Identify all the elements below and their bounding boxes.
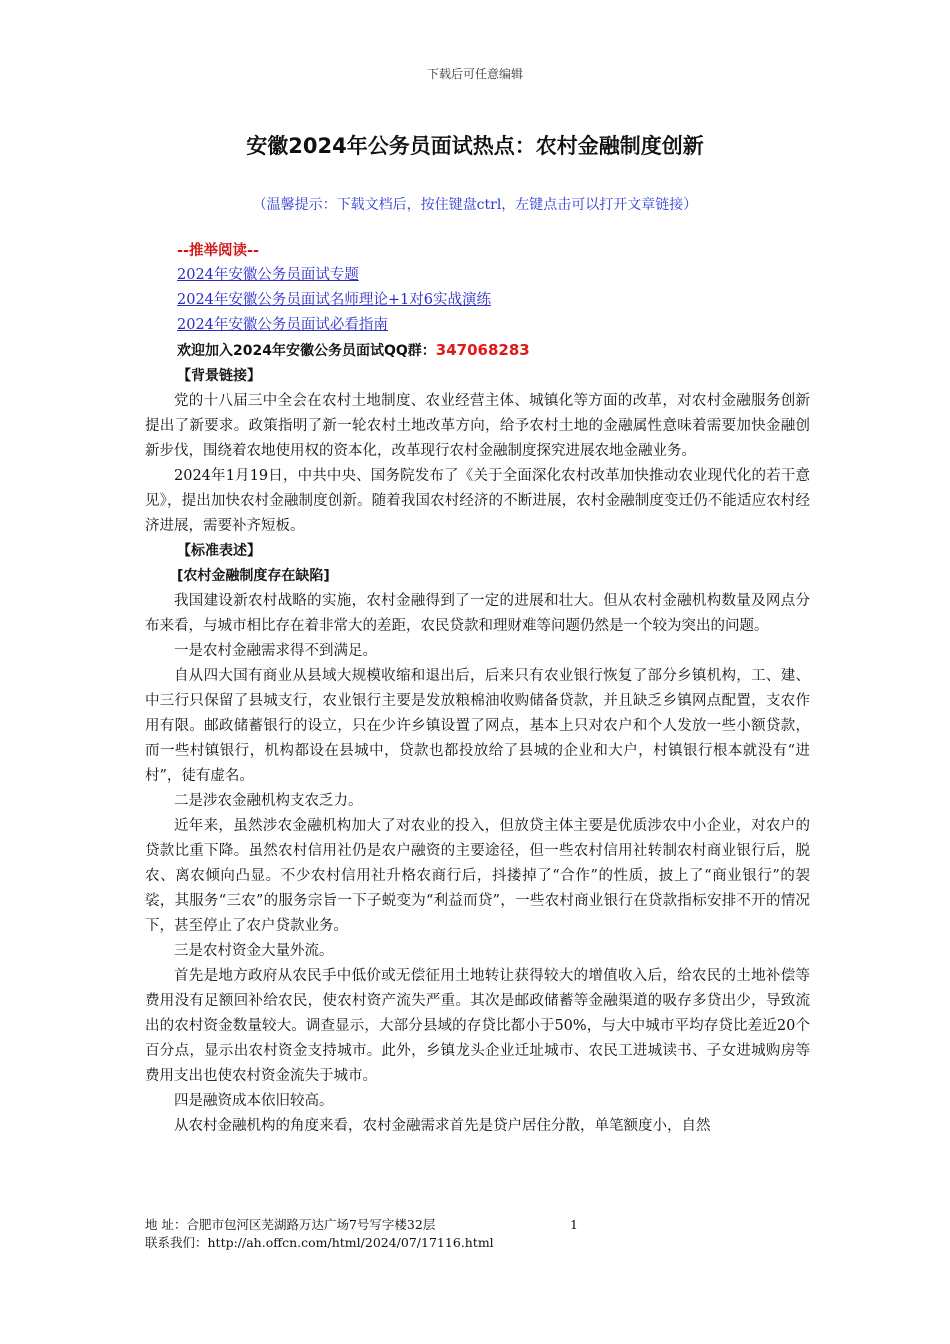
recommended-heading: --推举阅读-- — [177, 242, 260, 259]
paragraph: 从农村金融机构的角度来看，农村金融需求首先是贷户居住分散，单笔额度小，自然 — [174, 1118, 711, 1134]
paragraph: 我国建设新农村战略的实施，农村金融得到了一定的进展和壮大。但从农村金融机构数量及网点分布来看，与城市相比存在着非常大的差距，农民贷款和理财难等问题仍然是一个较为突出的问题。 — [145, 593, 810, 634]
paragraph: 党的十八届三中全会在农村土地制度、农业经营主体、城镇化等方面的改革，对农村金融服务创新提出了新要求。政策指明了新一轮农村土地改革方向，给予农村土地的金融属性意味着需要加快金融创新步伐，围绕着农地使用权的资本化，改革现行农村金融制度探究进展农地金融业务。 — [145, 393, 810, 459]
paragraph: 近年来，虽然涉农金融机构加大了对农业的投入，但放贷主体主要是优质涉农中小企业，对农户的贷款比重下降。虽然农村信用社仍是农户融资的主要途径，但一些农村信用社转制农村商业银行后，脱农、离农倾向凸显。不少农村信用社升格农商行后，抖搂掉了“合作”的性质，披上了“商业银行”的袈裟，其服务“三农”的服务宗旨一下子蜕变为“利益而贷”，一些农村商业银行在贷款指标安排不开的情况下，甚至停止了农户贷款业务。 — [145, 818, 810, 934]
qq-group-label: 欢迎加入2024年安徽公务员面试QQ群： — [177, 343, 436, 359]
footer-address: 地 址：合肥市包河区芜湖路万达广场7号写字楼32层 — [145, 1217, 436, 1232]
recommended-link-topic[interactable]: 2024年安徽公务员面试专题 — [177, 267, 359, 283]
standard-subheading: [农村金融制度存在缺陷] — [177, 568, 330, 584]
qq-group-number: 347068283 — [435, 341, 530, 359]
paragraph: 2024年1月19日，中共中央、国务院发布了《关于全面深化农村改革加快推动农业现代化的若干意见》，提出加快农村金融制度创新。随着我国农村经济的不断进展，农村金融制度变迁仍不能适应农村经济进展，需要补齐短板。 — [145, 468, 810, 534]
recommended-link-drill[interactable]: 2024年安徽公务员面试名师理论+1对6实战演练 — [177, 292, 491, 308]
paragraph: 自从四大国有商业从县域大规模收缩和退出后，后来只有农业银行恢复了部分乡镇机构，工、建、中三行只保留了县城支行，农业银行主要是发放粮棉油收购储备贷款，并且缺乏乡镇网点配置，支农作用有限。邮政储蓄银行的设立，只在少许乡镇设置了网点，基本上只对农户和个人发放一些小额贷款，而一些村镇银行，机构都设在县城中，贷款也都投放给了县城的企业和大户，村镇银行根本就没有“进村”，徒有虚名。 — [145, 668, 810, 784]
paragraph: 四是融资成本依旧较高。 — [174, 1093, 334, 1109]
paragraph: 三是农村资金大量外流。 — [174, 943, 334, 959]
page-header: 下载后可任意编辑 — [426, 67, 523, 81]
paragraph: 一是农村金融需求得不到满足。 — [174, 643, 377, 659]
paragraph: 二是涉农金融机构支农乏力。 — [174, 793, 363, 809]
background-heading: 【背景链接】 — [177, 368, 261, 384]
page-number: 1 — [570, 1217, 578, 1232]
page-title: 安徽2024年公务员面试热点：农村金融制度创新 — [246, 134, 704, 158]
footer-contact: 联系我们：http://ah.offcn.com/html/2024/07/17116.html — [145, 1235, 494, 1250]
paragraph: 首先是地方政府从农民手中低价或无偿征用土地转让获得较大的增值收入后，给农民的土地补偿等费用没有足额回补给农民，使农村资产流失严重。其次是邮政储蓄等金融渠道的吸存多贷出少，导致流出的农村资金数量较大。调查显示，大部分县域的存贷比都小于50%，与大中城市平均存贷比差近20个百分点，显示出农村资金支持城市。此外，乡镇龙头企业迁址城市、农民工进城读书、子女进城购房等费用支出也使农村资金流失于城市。 — [145, 968, 810, 1084]
page-footer — [145, 1216, 810, 1252]
standard-heading: 【标准表述】 — [177, 543, 261, 559]
qq-group-line — [145, 338, 810, 364]
article-body — [145, 238, 810, 1139]
hint-text: （温馨提示：下载文档后，按住键盘ctrl，左键点击可以打开文章链接） — [252, 197, 698, 213]
recommended-link-guide[interactable]: 2024年安徽公务员面试必看指南 — [177, 317, 388, 333]
